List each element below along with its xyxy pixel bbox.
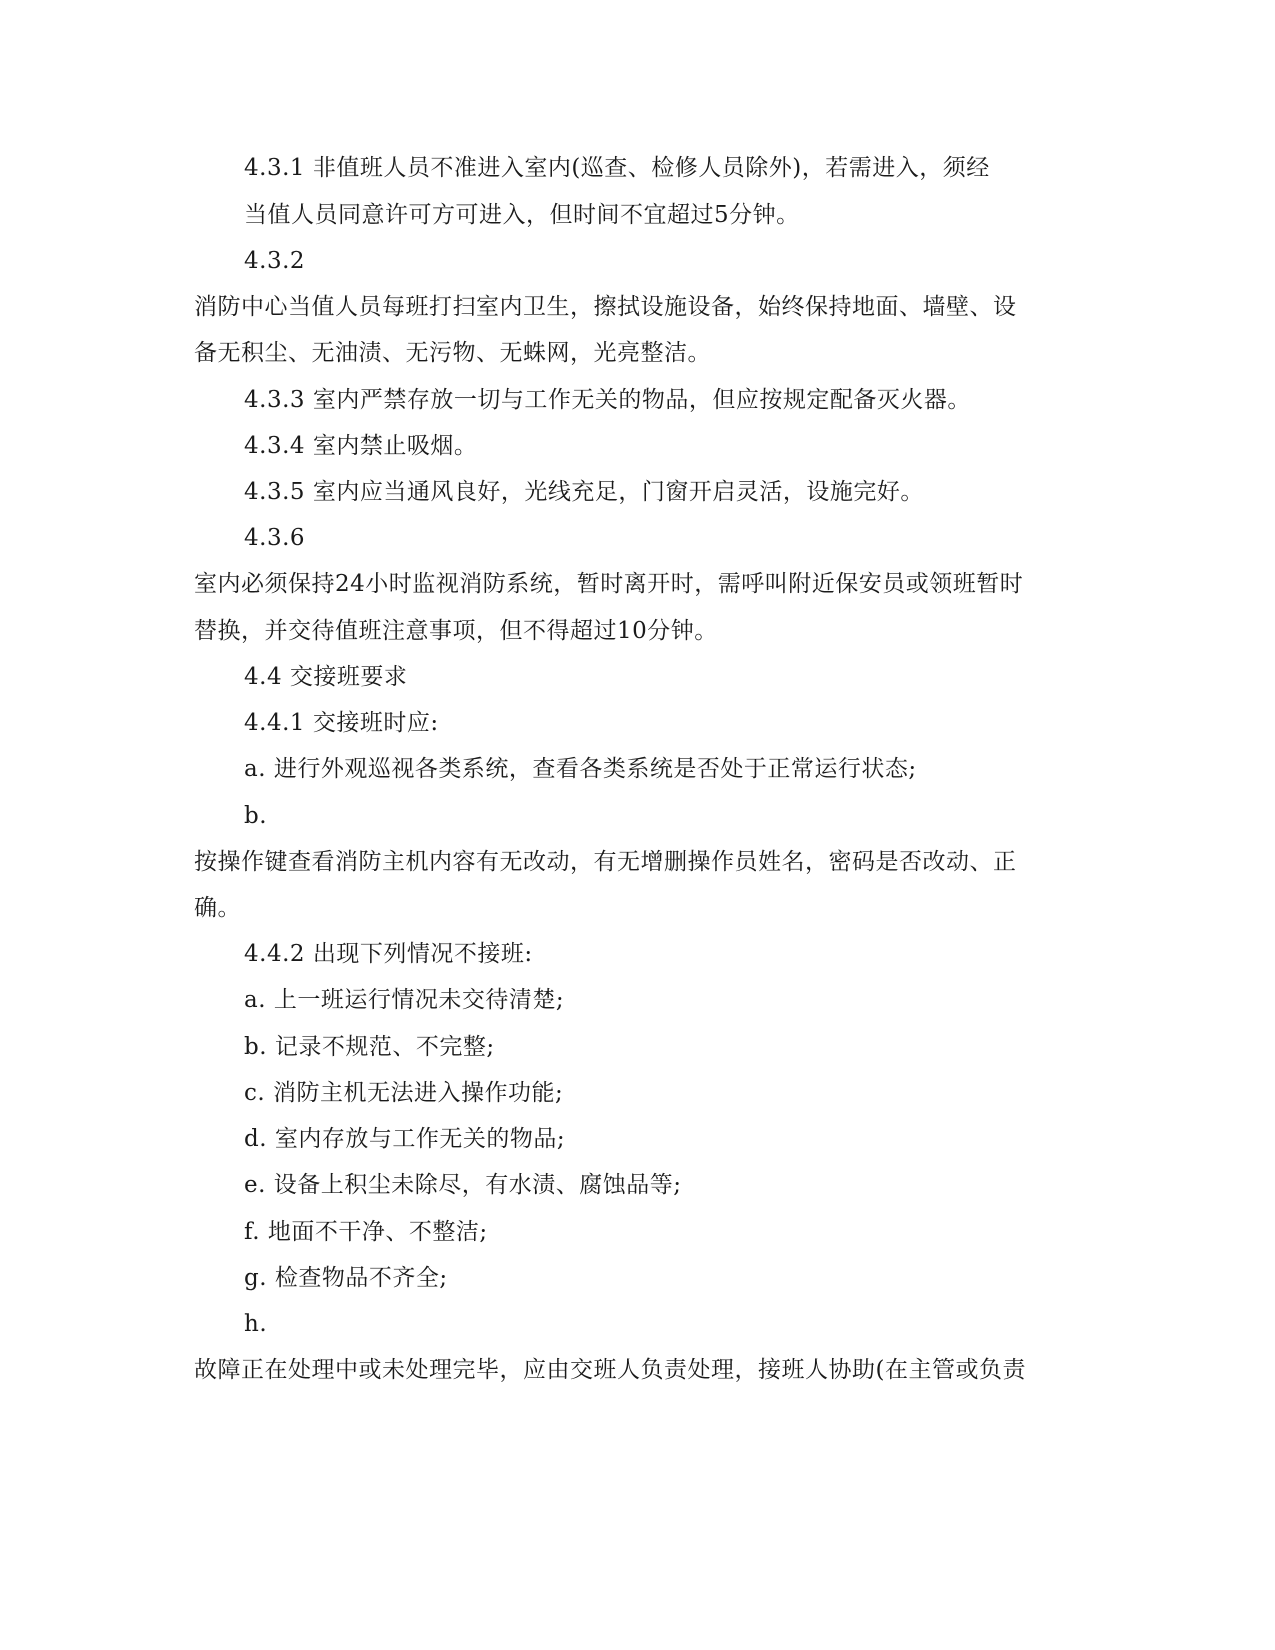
- list-item-4-4-2-g: g. 检查物品不齐全;: [244, 1265, 448, 1291]
- text-line-4-3-6: 4.3.6: [244, 525, 306, 551]
- list-item-4-4-1-a: a. 进行外观巡视各类系统，查看各类系统是否处于正常运行状态;: [244, 756, 917, 782]
- list-item-4-4-1-b-body: 按操作键查看消防主机内容有无改动，有无增删操作员姓名，密码是否改动、正: [194, 849, 1017, 875]
- text-line-4-3-4: 4.3.4 室内禁止吸烟。: [244, 433, 478, 459]
- text-line-4-3-6-body: 室内必须保持24小时监视消防系统，暂时离开时，需呼叫附近保安员或领班暂时: [194, 571, 1024, 597]
- text-line-4-3-1: 4.3.1 非值班人员不准进入室内(巡查、检修人员除外)，若需进入，须经: [244, 155, 990, 181]
- text-line-4-3-2-cont: 备无积尘、无油渍、无污物、无蛛网，光亮整洁。: [194, 340, 711, 366]
- list-item-4-4-2-d: d. 室内存放与工作无关的物品;: [244, 1126, 566, 1152]
- list-item-4-4-1-b: b.: [244, 803, 268, 829]
- list-item-4-4-2-c: c. 消防主机无法进入操作功能;: [244, 1080, 564, 1106]
- text-line-4-4-1: 4.4.1 交接班时应:: [244, 710, 439, 736]
- text-line-4-3-2-body: 消防中心当值人员每班打扫室内卫生，擦拭设施设备，始终保持地面、墙壁、设: [194, 294, 1017, 320]
- list-item-4-4-2-e: e. 设备上积尘未除尽，有水渍、腐蚀品等;: [244, 1172, 682, 1198]
- text-line-4-3-3: 4.3.3 室内严禁存放一切与工作无关的物品，但应按规定配备灭火器。: [244, 387, 971, 413]
- list-item-4-4-2-h-body: 故障正在处理中或未处理完毕，应由交班人负责处理，接班人协助(在主管或负责: [194, 1357, 1026, 1383]
- section-heading-4-4: 4.4 交接班要求: [244, 664, 408, 690]
- text-line-4-3-2: 4.3.2: [244, 248, 306, 274]
- list-item-4-4-2-f: f. 地面不干净、不整洁;: [244, 1219, 488, 1245]
- text-line-4-3-1-cont: 当值人员同意许可方可进入，但时间不宜超过5分钟。: [244, 202, 800, 228]
- text-line-4-3-6-cont: 替换，并交待值班注意事项，但不得超过10分钟。: [194, 618, 718, 644]
- text-line-4-4-2: 4.4.2 出现下列情况不接班:: [244, 941, 533, 967]
- list-item-4-4-2-a: a. 上一班运行情况未交待清楚;: [244, 987, 565, 1013]
- list-item-4-4-2-h: h.: [244, 1311, 268, 1337]
- list-item-4-4-1-b-cont: 确。: [194, 895, 241, 921]
- list-item-4-4-2-b: b. 记录不规范、不完整;: [244, 1034, 495, 1060]
- text-line-4-3-5: 4.3.5 室内应当通风良好，光线充足，门窗开启灵活，设施完好。: [244, 479, 924, 505]
